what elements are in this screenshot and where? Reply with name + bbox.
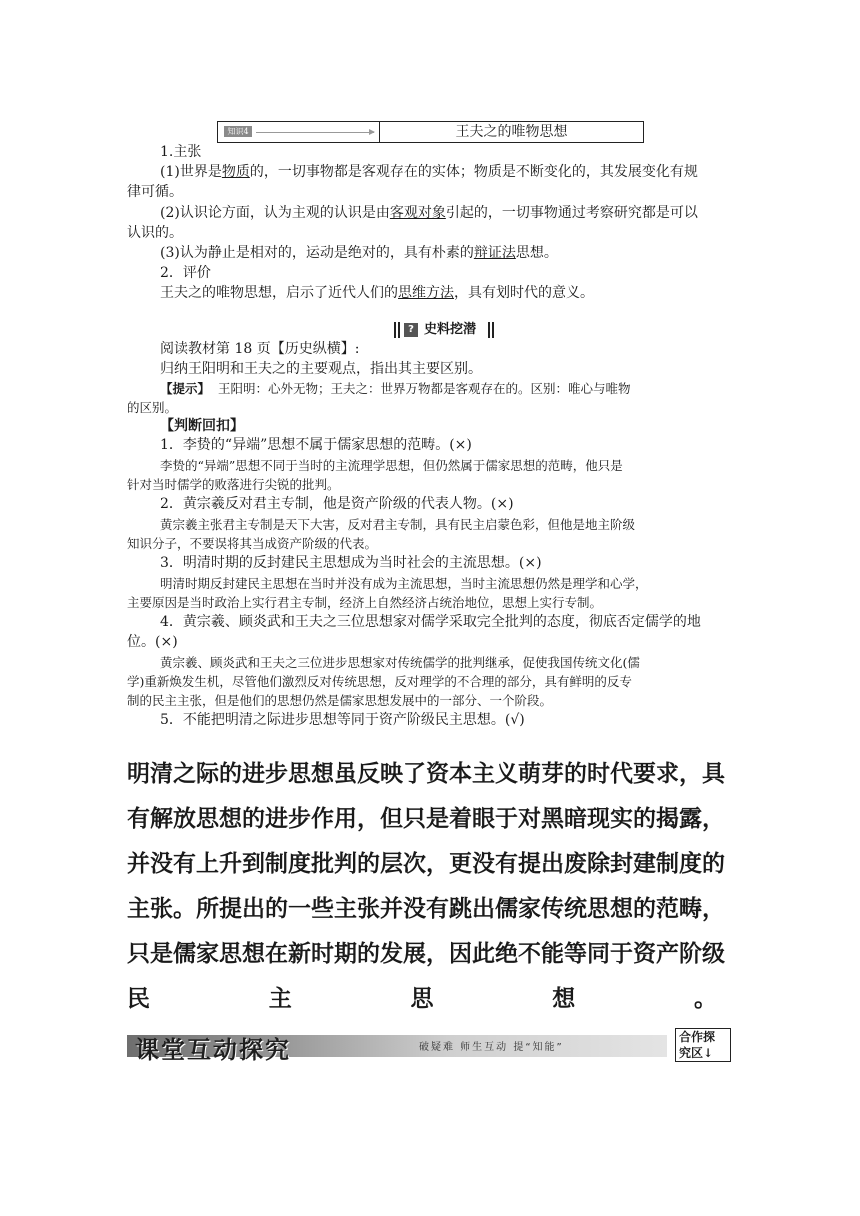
hint-label: 【提示】 (160, 381, 211, 396)
judge-answer-1-line-1: 李贽的“异端”思想不同于当时的主流理学思想，但仍然属于儒家思想的范畴，他只是 (160, 458, 623, 473)
section-banner (127, 1027, 735, 1065)
evaluation-text: 王夫之的唯物思想，启示了近代人们的思维方法，具有划时代的意义。 (160, 285, 594, 301)
section-heading-evaluation: 2．评价 (160, 265, 211, 281)
claim-2-line-2: 认识的。 (127, 225, 183, 241)
judge-answer-4-line-2: 学)重新焕发生机，尽管他们激烈反对传统思想，反对理学的不合理的部分，具有鲜明的反专 (127, 674, 632, 689)
judge-question-1: 1．李贽的“异端”思想不属于儒家思想的范畴。(×) (160, 437, 472, 453)
task-instruction: 归纳王阳明和王夫之的主要观点，指出其主要区别。 (160, 361, 482, 377)
conclusion-line-6 (127, 977, 717, 1022)
banner-tag-line-2: 究区↓ (679, 1046, 714, 1060)
judge-answer-4-line-3: 制的民主主张，但是他们的思想仍然是儒家思想发展中的一部分、一个阶段。 (127, 693, 553, 708)
keyword-objective-object: 客观对象 (389, 205, 446, 221)
conclusion-line-4: 主张。所提出的一些主张并没有跳出儒家传统思想的范畴， (127, 896, 725, 922)
divider (394, 322, 396, 338)
conclusion-line-2: 有解放思想的进步作用，但只是着眼于对黑暗现实的揭露， (127, 806, 725, 832)
conclusion-line-5: 只是儒家思想在新时期的发展，因此绝不能等同于资产阶级 (127, 941, 725, 967)
claim-1-line-1: (1)世界是物质的，一切事物都是客观存在的实体；物质是不断变化的，其发展变化有规 (160, 164, 698, 180)
keyword-dialectics: 辩证法 (473, 245, 516, 261)
judge-answer-2-line-1: 黄宗羲主张君主专制是天下大害，反对君主专制，具有民主启蒙色彩，但他是地主阶级 (160, 517, 636, 532)
claim-1-line-2: 律可循。 (127, 184, 183, 200)
conclusion-word: 思 (410, 986, 434, 1012)
judge-question-3: 3．明清时期的反封建民主思想成为当时社会的主流思想。(×) (160, 555, 542, 571)
section-title-historical-sources (394, 320, 498, 340)
question-icon: ? (404, 323, 418, 337)
arrow-icon (256, 132, 374, 133)
conclusion-word: 主 (268, 986, 292, 1012)
claim-3: (3)认为静止是相对的，运动是绝对的，具有朴素的辩证法思想。 (160, 245, 558, 261)
banner-subtitle: 破疑难 师生互动 提“知能” (419, 1042, 564, 1053)
hint-line-2: 的区别。 (127, 400, 178, 415)
knowledge-point-header (217, 121, 644, 143)
judge-answer-3-line-1: 明清时期反封建民主思想在当时并没有成为主流思想，当时主流思想仍然是理学和心学， (160, 576, 648, 591)
keyword-matter: 物质 (221, 164, 250, 180)
banner-tag (675, 1028, 731, 1062)
banner-tag-line-1: 合作探 (679, 1030, 716, 1044)
judge-answer-3-line-2: 主要原因是当时政治上实行君主专制，经济上自然经济占统治地位，思想上实行专制。 (127, 595, 603, 610)
judge-question-2: 2．黄宗羲反对君主专制，他是资产阶级的代表人物。(×) (160, 496, 514, 512)
judge-question-4-line-1: 4．黄宗羲、顾炎武和王夫之三位思想家对儒学采取完全批判的态度，彻底否定儒学的地 (160, 614, 701, 630)
section-title-text: 史料挖潜 (424, 322, 477, 337)
divider (492, 322, 494, 338)
conclusion-line-3: 并没有上升到制度批判的层次，更没有提出废除封建制度的 (127, 851, 725, 877)
judge-question-4-line-2: 位。(×) (127, 634, 178, 650)
judge-answer-4-line-1: 黄宗羲、顾炎武和王夫之三位进步思想家对传统儒学的批判继承，促使我国传统文化(儒 (160, 655, 640, 670)
keyword-thinking-method: 思维方法 (398, 285, 454, 301)
knowledge-number-badge: 知识4 (224, 126, 252, 137)
conclusion-word: 民 (127, 986, 150, 1012)
section-heading-claims: 1.主张 (160, 144, 202, 160)
claim-2-line-1: (2)认识论方面，认为主观的认识是由客观对象引起的，一切事物通过考察研究都是可以 (160, 205, 698, 221)
conclusion-word: 想 (552, 986, 576, 1012)
banner-title: 课堂互动探究 (135, 1035, 291, 1064)
judge-heading: 【判断回扣】 (160, 418, 244, 434)
conclusion-line-1: 明清之际的进步思想虽反映了资本主义萌芽的时代要求，具 (127, 761, 725, 787)
judge-question-5: 5．不能把明清之际进步思想等同于资产阶级民主思想。(√) (160, 712, 525, 728)
conclusion-word: 。 (694, 986, 717, 1012)
knowledge-tag (218, 122, 380, 142)
divider (488, 322, 490, 338)
divider (398, 322, 400, 338)
reading-instruction: 阅读教材第 18 页【历史纵横】: (160, 341, 360, 357)
judge-answer-2-line-2: 知识分子，不要误将其当成资产阶级的代表。 (127, 536, 378, 551)
knowledge-title: 王夫之的唯物思想 (455, 124, 568, 140)
hint-line-1: 【提示】 王阳明：心外无物；王夫之：世界万物都是客观存在的。区别：唯心与唯物 (160, 381, 631, 396)
judge-answer-1-line-2: 针对当时儒学的败落进行尖锐的批判。 (127, 477, 340, 492)
